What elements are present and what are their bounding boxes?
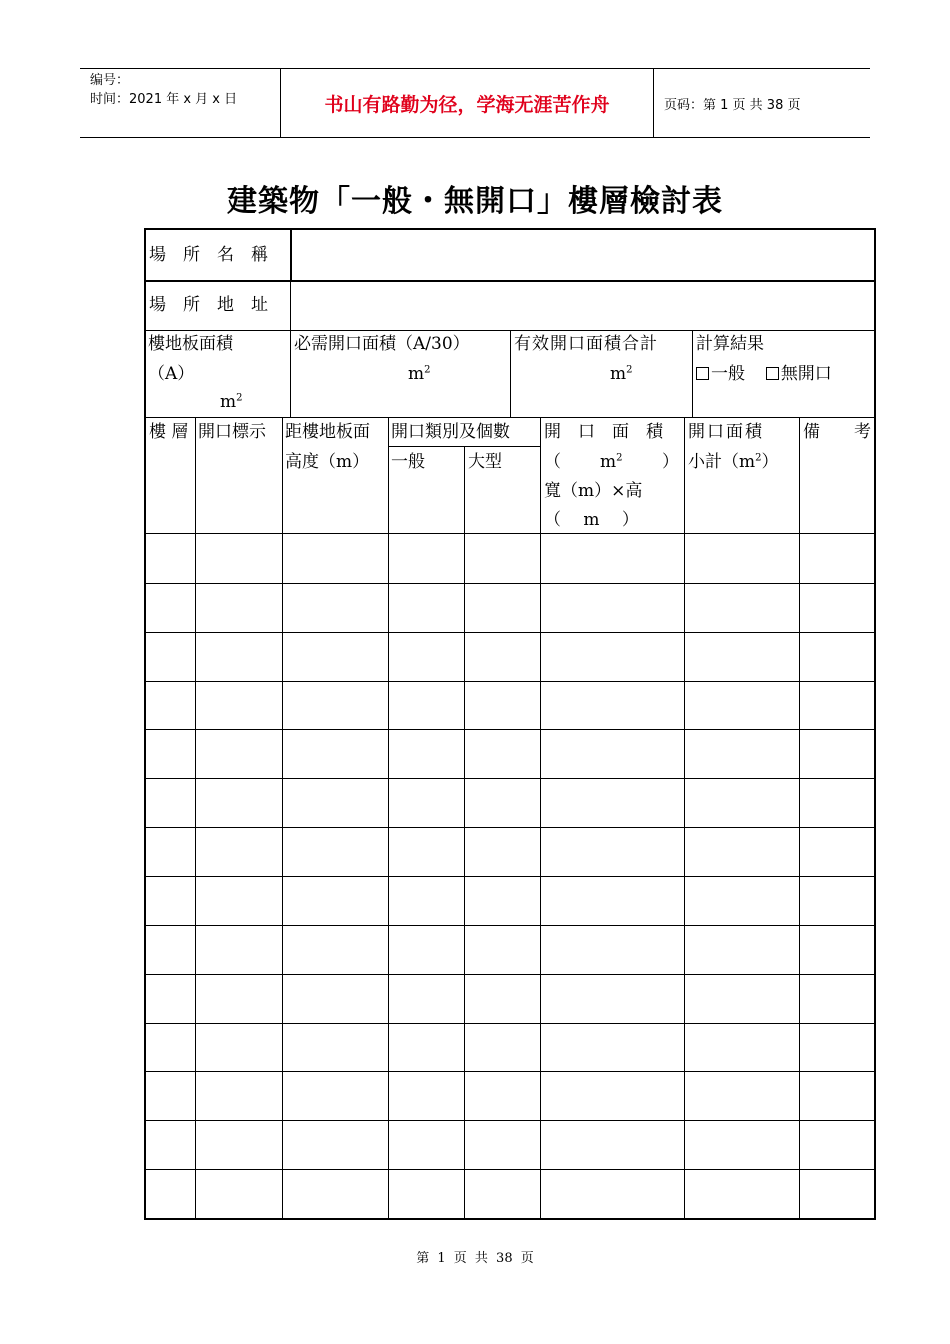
header-motto: 书山有路勤为径，学海无涯苦作舟 — [324, 93, 610, 116]
table-row-rule — [146, 1023, 874, 1024]
table-row-rule — [146, 583, 874, 584]
site-address-label: 場 所 地 址 — [149, 295, 268, 315]
col-height-line2: 高度（m） — [285, 452, 370, 472]
col-floor: 樓 層 — [149, 422, 189, 442]
document-date: 时间：2021 年 x 月 x 日 — [90, 92, 238, 107]
table-row[interactable] — [146, 1071, 874, 1120]
table-row[interactable] — [146, 632, 874, 681]
table-row-rule — [146, 876, 874, 877]
col-subtotal-line2: 小計$(m^2)$ — [688, 452, 779, 472]
table-row[interactable] — [146, 729, 874, 778]
table-row-rule — [146, 1071, 874, 1072]
table-row-rule — [146, 925, 874, 926]
floor-area-unit-a: （A） — [148, 364, 195, 384]
header-page-info: 页码：第 1 页 共 38 页 — [664, 97, 801, 113]
option-general-checkbox[interactable]: 一般 — [696, 364, 745, 384]
checkbox-icon — [766, 367, 779, 380]
header-divider — [653, 69, 654, 137]
table-row-rule — [146, 778, 874, 779]
table-row[interactable] — [146, 876, 874, 925]
option-no-opening-checkbox[interactable]: 無開口 — [766, 364, 832, 384]
form-rule — [510, 331, 511, 417]
effective-opening-label: 有效開口面積合計 — [514, 334, 658, 354]
table-row[interactable] — [146, 1023, 874, 1072]
table-row-rule — [146, 632, 874, 633]
effective-opening-unit: $m^2$ — [610, 364, 633, 384]
col-area-line1: 開 口 面 積 — [544, 422, 663, 442]
col-area-line2: （ $m^2$ ） — [544, 452, 679, 472]
table-row-rule — [146, 1120, 874, 1121]
table-row[interactable] — [146, 1169, 874, 1218]
col-opening-mark: 開口標示 — [198, 422, 266, 442]
table-row-rule — [146, 974, 874, 975]
site-name-label: 場 所 名 稱 — [149, 245, 268, 265]
page-footer: 第 1 页 共 38 页 — [416, 1251, 534, 1266]
form-rule — [290, 331, 291, 417]
table-row[interactable] — [146, 534, 874, 583]
table-row[interactable] — [146, 583, 874, 632]
calc-result-options — [696, 364, 832, 384]
site-name-field[interactable] — [292, 230, 874, 280]
calc-result-label: 計算結果 — [696, 334, 764, 354]
site-address-field[interactable] — [292, 282, 874, 330]
document-number-label: 编号： — [90, 73, 130, 88]
table-row[interactable] — [146, 778, 874, 827]
required-opening-label: 必需開口面積（A/30） — [294, 334, 470, 354]
col-type-large: 大型 — [468, 452, 502, 472]
floor-area-label: 樓地板面積 — [148, 334, 233, 354]
table-row[interactable] — [146, 827, 874, 876]
header-meta — [80, 69, 280, 137]
table-row-rule — [146, 1169, 874, 1170]
table-row[interactable] — [146, 925, 874, 974]
checkbox-icon — [696, 367, 709, 380]
col-type-general: 一般 — [391, 452, 425, 472]
table-row[interactable] — [146, 681, 874, 730]
form-rule — [290, 282, 291, 330]
col-height-line1: 距樓地板面 — [285, 422, 370, 442]
table-row-rule — [146, 729, 874, 730]
col-area-line4: （ m ） — [544, 510, 639, 530]
inspection-form — [144, 228, 876, 1220]
table-row-rule — [146, 827, 874, 828]
form-rule — [692, 331, 693, 417]
form-rule — [146, 417, 874, 418]
col-area-line3: 寬（m）×高 — [544, 481, 643, 501]
page-title: 建築物「一般・無開口」樓層檢討表 — [227, 184, 723, 219]
col-subtotal-line1: 開口面積 — [688, 422, 764, 442]
page-header — [80, 68, 870, 138]
table-row[interactable] — [146, 1120, 874, 1169]
table-row-rule — [146, 681, 874, 682]
table-row[interactable] — [146, 974, 874, 1023]
floor-area-unit: $m^2$ — [220, 392, 243, 412]
col-opening-type: 開口類別及個數 — [391, 422, 510, 442]
required-opening-unit: $m^2$ — [408, 364, 431, 384]
col-remarks: 備 考 — [803, 422, 871, 442]
